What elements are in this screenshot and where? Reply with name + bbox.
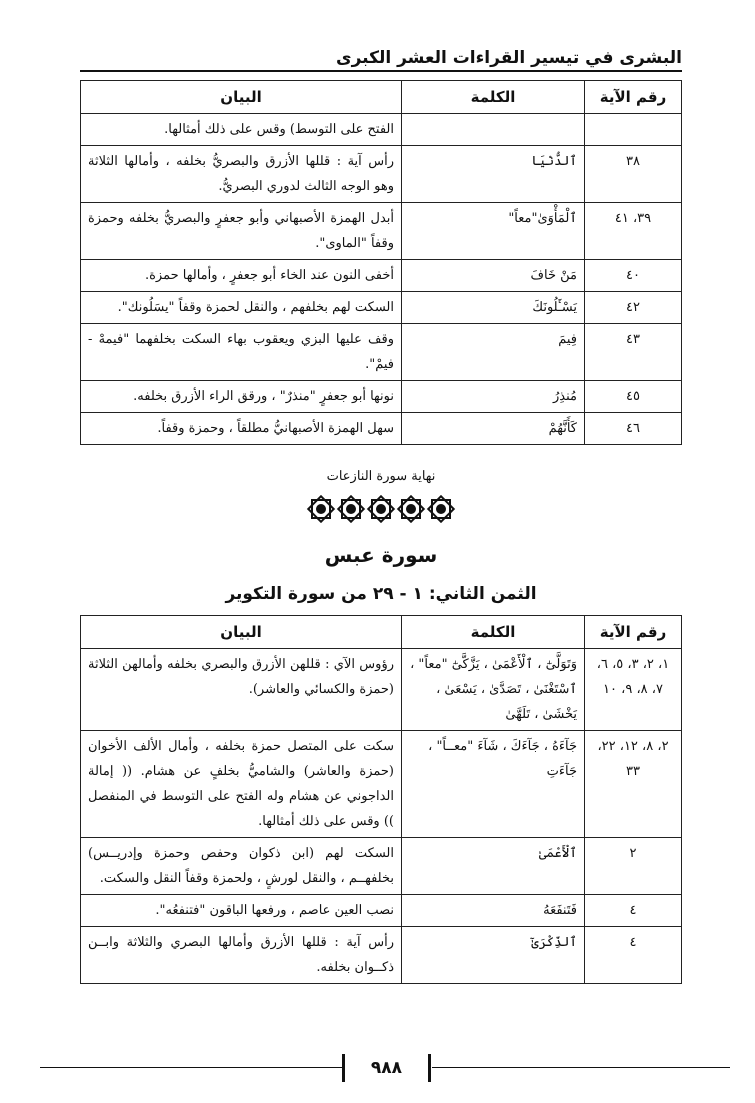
- table-row: [81, 731, 682, 838]
- table-row: [81, 413, 682, 445]
- running-head: البشرى في تيسير القراءات العشر الكبرى: [336, 48, 682, 68]
- header-rule: [80, 70, 682, 72]
- commentary-table-1: [80, 80, 682, 445]
- explanation-cell: نونها أبو جعفرٍ "منذرٌ" ، ورقق الراء الأزرق بخلفه.: [81, 381, 402, 413]
- verse-number: [585, 114, 682, 146]
- verse-number: ٣٩، ٤١: [585, 203, 682, 260]
- word-cell: مُنذِرُ: [402, 381, 585, 413]
- table-row: [81, 381, 682, 413]
- table-header-row: [81, 616, 682, 649]
- header-verse-number: رقم الآية: [585, 616, 682, 649]
- explanation-cell: رأس آية : قللها الأزرق والبصريُّ بخلفه ، وأمالها الثلاثة وهو الوجه الثالث لدوري البصريُّ.: [81, 146, 402, 203]
- table-row: [81, 260, 682, 292]
- explanation-cell: السكت لهم (ابن ذكوان وحفص وحمزة وإدريــس) بخلفهــم ، والنقل لورشٍ ، ولحمزة وقفاً النقل والسكت.: [81, 838, 402, 895]
- header-explanation: البيان: [81, 616, 402, 649]
- footer-rule-right: [432, 1067, 730, 1068]
- table-row: [81, 895, 682, 927]
- footer-rule-left: [40, 1067, 342, 1068]
- explanation-cell: الفتح على التوسط) وقس على ذلك أمثالها.: [81, 114, 402, 146]
- explanation-cell: أبدل الهمزة الأصبهاني وأبو جعفرٍ والبصريُّ بخلفه وحمزة وقفاً "الماوى".: [81, 203, 402, 260]
- ornament-divider: [306, 495, 456, 523]
- explanation-cell: رأس آية : قللها الأزرق وأمالها البصري والثلاثة وابــن ذكــوان بخلفه.: [81, 927, 402, 984]
- table-row: [81, 927, 682, 984]
- word-cell: فَتَنفَعَهُ: [402, 895, 585, 927]
- verse-number: ٤: [585, 895, 682, 927]
- word-cell: ٱلذِّكْرَىٰٓ: [402, 927, 585, 984]
- footer-bar-right: [428, 1054, 431, 1082]
- surah-end-note: نهاية سورة النازعات: [326, 469, 436, 484]
- table-row: [81, 838, 682, 895]
- table-row: [81, 114, 682, 146]
- explanation-cell: وقف عليها البزي ويعقوب بهاء السكت بخلفهما "فيمهْ - فيمْ".: [81, 324, 402, 381]
- word-cell: ٱلْمَأْوَىٰ"معاً": [402, 203, 585, 260]
- word-cell: جَآءَهُ ، جَآءَكَ ، شَآءَ "معــاً" ، جَآءَتِ: [402, 731, 585, 838]
- header-word: الكلمة: [402, 616, 585, 649]
- header-word: الكلمة: [402, 81, 585, 114]
- explanation-cell: سهل الهمزة الأصبهانيُّ مطلقاً ، وحمزة وقفاً.: [81, 413, 402, 445]
- word-cell: كَأَنَّهُمْ: [402, 413, 585, 445]
- explanation-cell: أخفى النون عند الخاء أبو جعفرٍ ، وأمالها حمزة.: [81, 260, 402, 292]
- verse-number: ٣٨: [585, 146, 682, 203]
- verse-number: ٤٢: [585, 292, 682, 324]
- explanation-cell: رؤوس الآي : قللهن الأزرق والبصري بخلفه وأمالهن الثلاثة (حمزة والكسائي والعاشر).: [81, 649, 402, 731]
- table-row: [81, 649, 682, 731]
- verse-number: ١، ٢، ٣، ٥، ٦، ٧، ٨، ٩، ١٠: [585, 649, 682, 731]
- surah-title: سورة عبس: [324, 543, 438, 567]
- word-cell: [402, 114, 585, 146]
- verse-number: ٤٣: [585, 324, 682, 381]
- word-cell: ٱلدُّنْيَا: [402, 146, 585, 203]
- verse-number: ٤٠: [585, 260, 682, 292]
- section-title: الثمن الثاني: ١ - ٢٩ من سورة التكوير: [225, 584, 537, 604]
- verse-number: ٤٦: [585, 413, 682, 445]
- explanation-cell: نصب العين عاصم ، ورفعها الباقون "فتنفعُه".: [81, 895, 402, 927]
- word-cell: وَتَوَلَّىٰٓ ، ٱلْأَعْمَىٰ ، يَزَّكَّىٰٓ "معاً" ، ٱسْتَغْنَىٰ ، تَصَدَّىٰ ، يَسْعَىٰ ، يَخْشَىٰ ، تَلَهَّىٰ: [402, 649, 585, 731]
- header-verse-number: رقم الآية: [585, 81, 682, 114]
- table-header-row: [81, 81, 682, 114]
- word-cell: مَنْ خَافَ: [402, 260, 585, 292]
- word-cell: ٱلْأَعْمَىٰ: [402, 838, 585, 895]
- table-row: [81, 292, 682, 324]
- word-cell: فِيمَ: [402, 324, 585, 381]
- explanation-cell: سكت على المتصل حمزة بخلفه ، وأمال الألف الأخوان (حمزة والعاشر) والشاميُّ بخلفٍ عن هشام. (( إمالة الداجوني عن هشام وله الفتح على التوسط في المنفصل )) وقس على ذلك أمثالها.: [81, 731, 402, 838]
- verse-number: ٢، ٨، ١٢، ٢٢، ٣٣: [585, 731, 682, 838]
- verse-number: ٤: [585, 927, 682, 984]
- table-row: [81, 203, 682, 260]
- verse-number: ٤٥: [585, 381, 682, 413]
- table-row: [81, 324, 682, 381]
- header-explanation: البيان: [81, 81, 402, 114]
- page-number: ٩٨٨: [370, 1058, 403, 1078]
- word-cell: يَسْـَٔلُونَكَ: [402, 292, 585, 324]
- commentary-table-2: [80, 615, 682, 984]
- table-row: [81, 146, 682, 203]
- verse-number: ٢: [585, 838, 682, 895]
- explanation-cell: السكت لهم بخلفهم ، والنقل لحمزة وقفاً "يسَلُونك".: [81, 292, 402, 324]
